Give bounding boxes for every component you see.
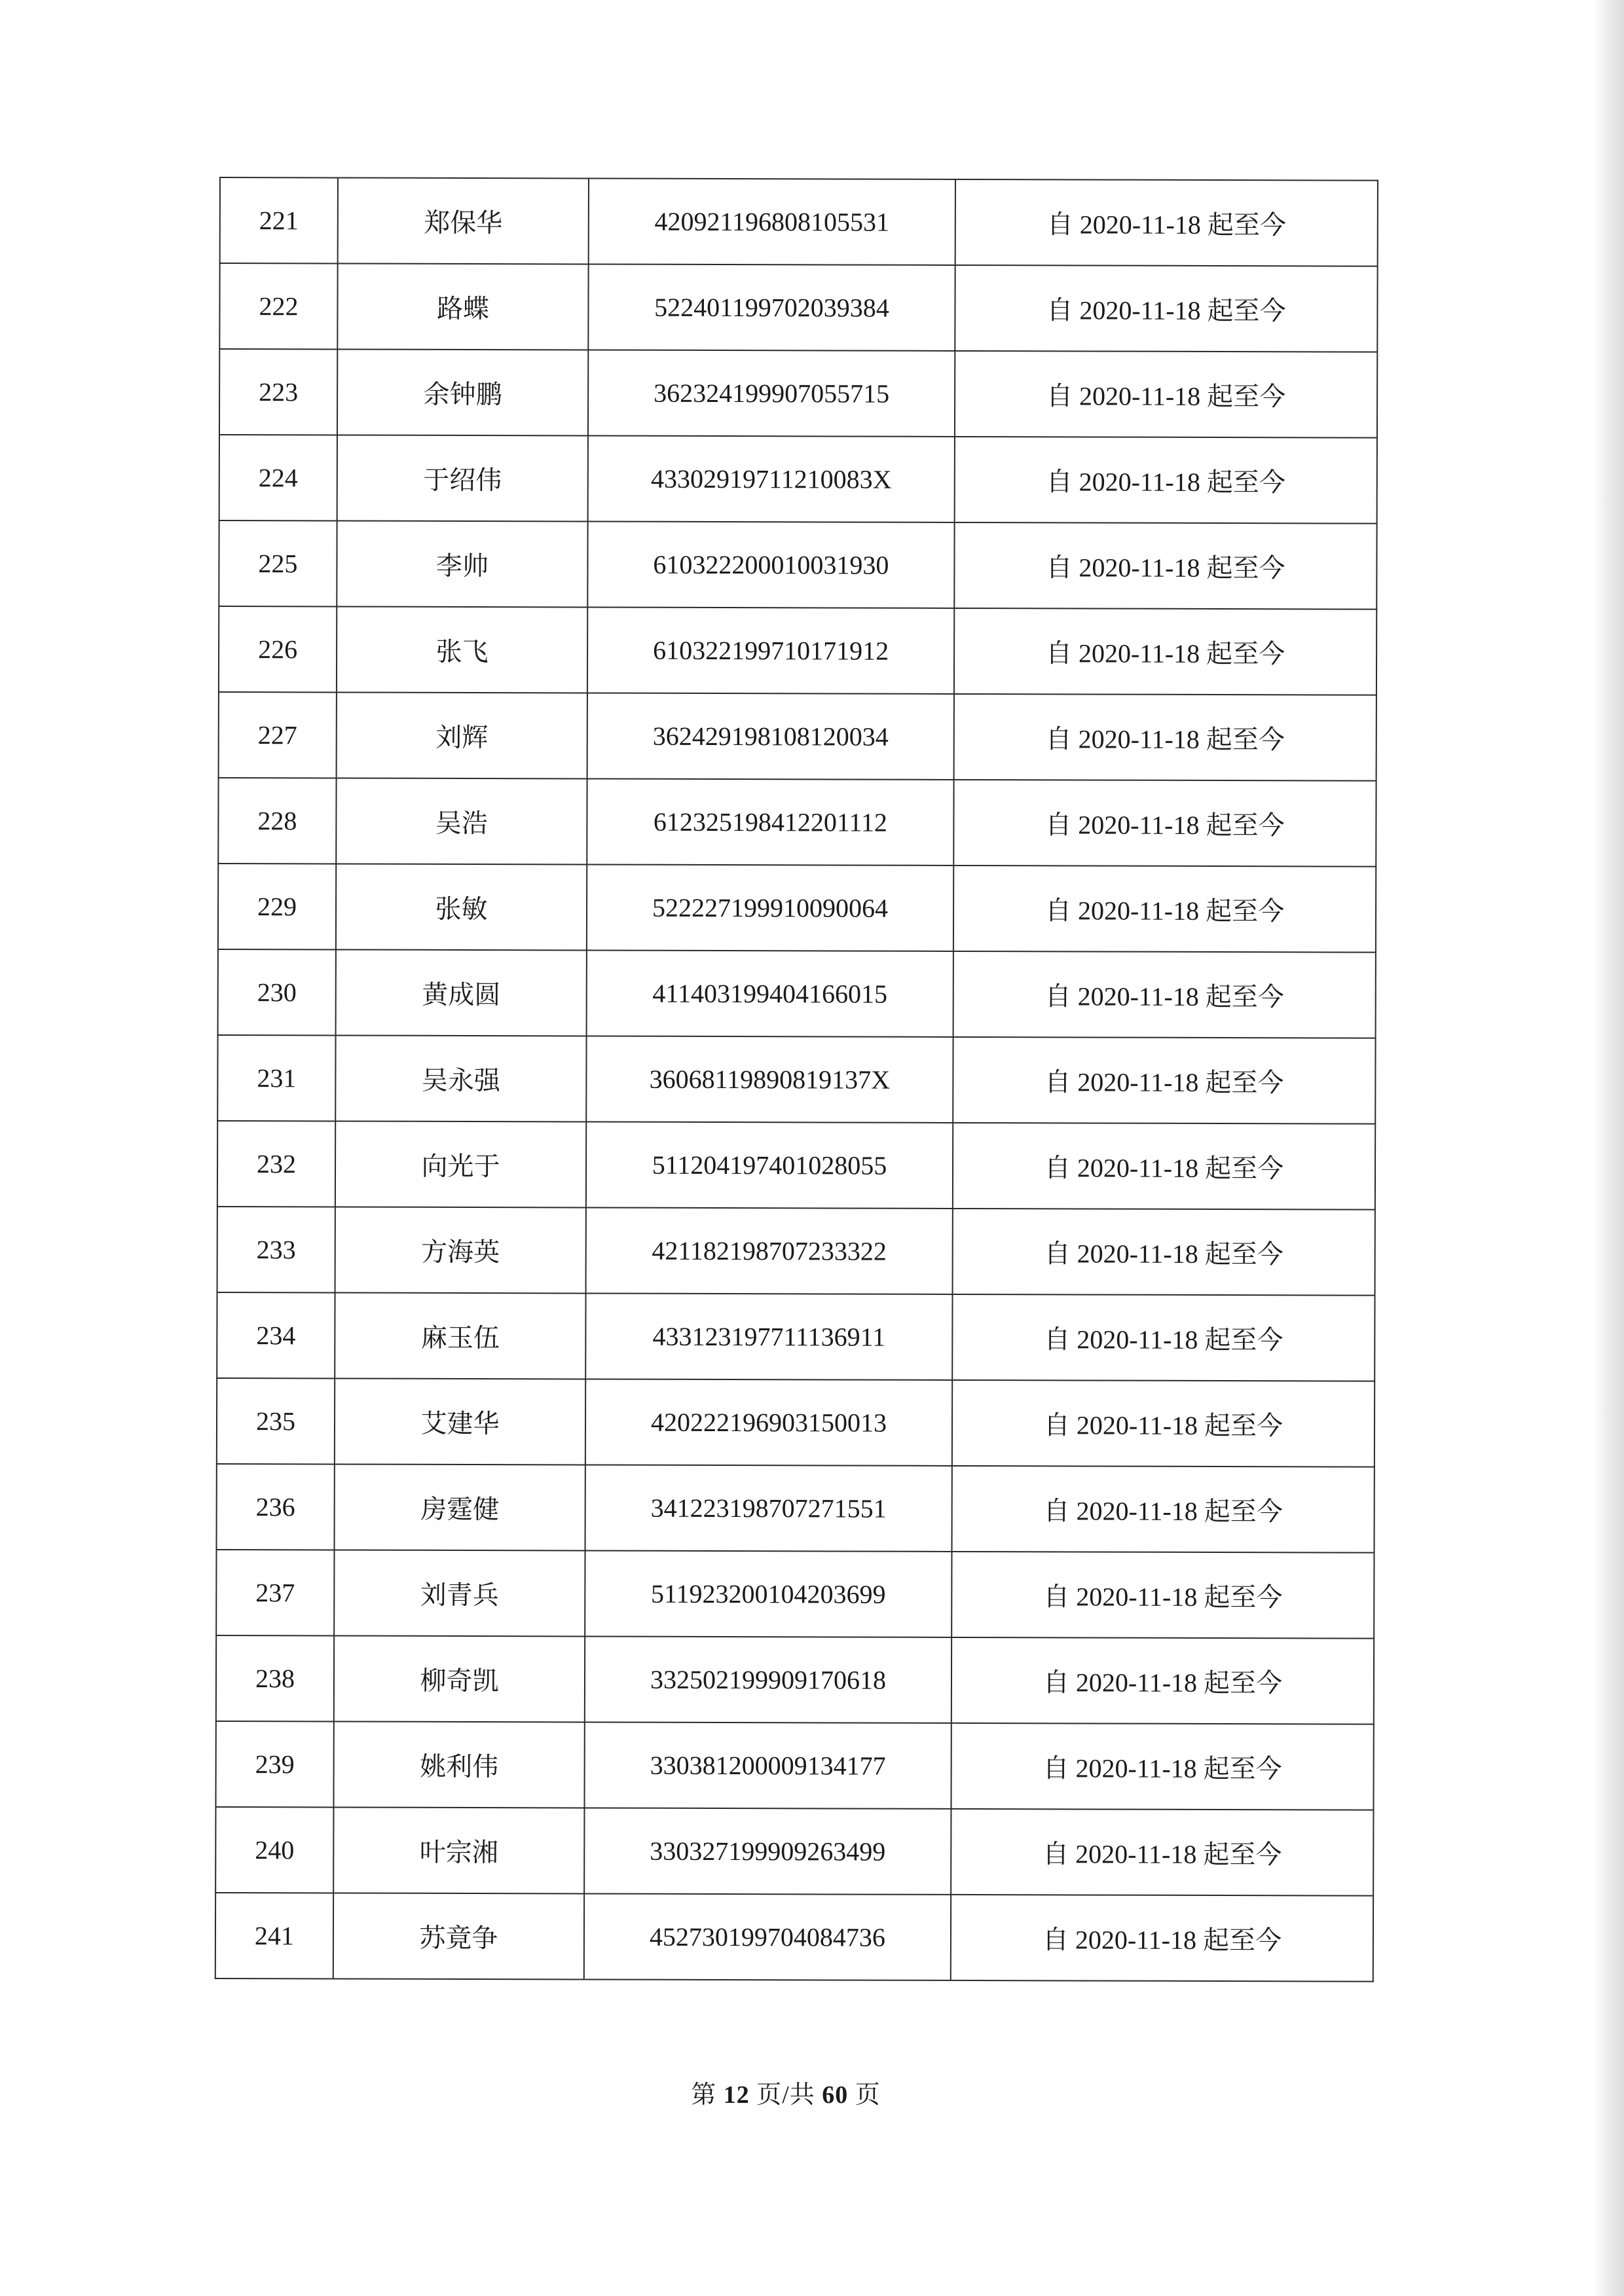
- id-number-cell: 452730199704084736: [584, 1893, 951, 1980]
- period-cell: 自 2020-11-18 起至今: [954, 608, 1376, 695]
- roster-table-body: [215, 177, 1378, 1982]
- period-cell: 自 2020-11-18 起至今: [951, 1809, 1373, 1896]
- period-cell: 自 2020-11-18 起至今: [955, 351, 1377, 438]
- id-number-cell: 411403199404166015: [587, 950, 953, 1036]
- table-row: [218, 778, 1376, 867]
- footer-middle: 页/共: [756, 2081, 815, 2109]
- name-cell: 郑保华: [338, 177, 589, 264]
- period-cell: 自 2020-11-18 起至今: [955, 437, 1377, 524]
- period-cell: 自 2020-11-18 起至今: [951, 1552, 1374, 1639]
- name-cell: 于绍伟: [337, 435, 588, 521]
- id-number-cell: 421182198707233322: [586, 1207, 953, 1294]
- period-cell: 自 2020-11-18 起至今: [951, 1723, 1373, 1810]
- period-cell: 自 2020-11-18 起至今: [953, 951, 1376, 1038]
- id-number-cell: 511923200104203699: [585, 1550, 951, 1637]
- footer-total-pages: 60: [822, 2081, 849, 2109]
- period-cell: 自 2020-11-18 起至今: [953, 866, 1376, 953]
- id-number-cell: 330381200009134177: [584, 1722, 951, 1808]
- row-number-cell: 236: [217, 1464, 335, 1550]
- period-cell: 自 2020-11-18 起至今: [951, 1895, 1373, 1982]
- row-number-cell: 233: [217, 1207, 335, 1292]
- table-row: [219, 349, 1377, 438]
- row-number-cell: 226: [219, 606, 337, 692]
- id-number-cell: 420921196808105531: [589, 178, 955, 264]
- table-row: [216, 1635, 1374, 1724]
- period-cell: 自 2020-11-18 起至今: [954, 694, 1376, 781]
- name-cell: 向光于: [335, 1121, 586, 1207]
- name-cell: 姚利伟: [333, 1721, 584, 1808]
- id-number-cell: 433123197711136911: [585, 1293, 952, 1379]
- id-number-cell: 610322199710171912: [587, 607, 954, 693]
- period-cell: 自 2020-11-18 起至今: [955, 179, 1378, 266]
- table-row: [219, 263, 1377, 352]
- row-number-cell: 223: [219, 349, 337, 435]
- row-number-cell: 239: [215, 1721, 333, 1807]
- name-cell: 李帅: [337, 520, 587, 607]
- name-cell: 吴浩: [336, 778, 587, 864]
- table-row: [219, 520, 1376, 610]
- name-cell: 麻玉伍: [335, 1292, 585, 1379]
- period-cell: 自 2020-11-18 起至今: [952, 1294, 1375, 1381]
- footer-prefix: 第: [691, 2081, 717, 2109]
- row-number-cell: 221: [220, 177, 338, 263]
- id-number-cell: 511204197401028055: [586, 1121, 953, 1208]
- row-number-cell: 241: [215, 1893, 333, 1978]
- id-number-cell: 330327199909263499: [584, 1808, 951, 1894]
- table-row: [217, 1207, 1375, 1296]
- name-cell: 房霆健: [335, 1464, 585, 1550]
- id-number-cell: 420222196903150013: [585, 1379, 952, 1465]
- name-cell: 余钟鹏: [337, 349, 588, 435]
- id-number-cell: 522401199702039384: [588, 264, 955, 350]
- row-number-cell: 237: [216, 1550, 334, 1635]
- row-number-cell: 224: [219, 435, 337, 520]
- row-number-cell: 235: [217, 1378, 335, 1464]
- name-cell: 张敏: [336, 864, 587, 950]
- table-row: [219, 692, 1376, 781]
- name-cell: 叶宗湘: [333, 1807, 584, 1893]
- roster-table: [215, 177, 1378, 1982]
- id-number-cell: 332502199909170618: [585, 1636, 951, 1722]
- period-cell: 自 2020-11-18 起至今: [951, 1637, 1374, 1724]
- table-row: [219, 435, 1377, 524]
- row-number-cell: 231: [217, 1035, 335, 1121]
- id-number-cell: 610322200010031930: [587, 521, 954, 608]
- table-row: [220, 177, 1378, 266]
- id-number-cell: 362429198108120034: [587, 693, 954, 779]
- table-row: [219, 606, 1376, 695]
- table-row: [217, 1378, 1375, 1467]
- row-number-cell: 225: [219, 520, 337, 606]
- table-row: [215, 1893, 1373, 1982]
- period-cell: 自 2020-11-18 起至今: [953, 1123, 1375, 1210]
- period-cell: 自 2020-11-18 起至今: [953, 1209, 1375, 1296]
- table-row: [215, 1721, 1373, 1810]
- name-cell: 刘青兵: [334, 1550, 585, 1636]
- name-cell: 黄成圆: [336, 949, 587, 1036]
- name-cell: 刘辉: [337, 692, 587, 778]
- id-number-cell: 43302919711210083X: [588, 435, 955, 522]
- table-row: [217, 1464, 1375, 1553]
- name-cell: 张飞: [337, 606, 587, 693]
- name-cell: 方海英: [335, 1207, 586, 1293]
- row-number-cell: 234: [217, 1292, 335, 1378]
- row-number-cell: 230: [218, 949, 336, 1035]
- period-cell: 自 2020-11-18 起至今: [953, 780, 1376, 867]
- period-cell: 自 2020-11-18 起至今: [955, 265, 1377, 352]
- footer-suffix: 页: [855, 2081, 881, 2109]
- name-cell: 路蝶: [337, 263, 588, 350]
- id-number-cell: 362324199907055715: [588, 350, 955, 436]
- page-footer: [0, 2074, 1572, 2110]
- row-number-cell: 228: [218, 778, 336, 864]
- name-cell: 吴永强: [335, 1035, 586, 1121]
- id-number-cell: 612325198412201112: [587, 778, 953, 865]
- table-row: [217, 1121, 1375, 1210]
- table-row: [216, 1550, 1374, 1639]
- footer-current-page: 12: [723, 2081, 750, 2109]
- row-number-cell: 238: [216, 1635, 334, 1721]
- table-row: [218, 864, 1376, 953]
- period-cell: 自 2020-11-18 起至今: [952, 1380, 1375, 1467]
- scan-edge: [1594, 0, 1624, 2296]
- id-number-cell: 36068119890819137X: [586, 1036, 953, 1122]
- name-cell: 艾建华: [335, 1378, 585, 1465]
- row-number-cell: 232: [217, 1121, 335, 1207]
- name-cell: 柳奇凯: [334, 1635, 585, 1722]
- period-cell: 自 2020-11-18 起至今: [954, 522, 1376, 610]
- row-number-cell: 222: [219, 263, 337, 349]
- table-row: [217, 1035, 1375, 1124]
- row-number-cell: 229: [218, 864, 336, 949]
- period-cell: 自 2020-11-18 起至今: [952, 1466, 1375, 1553]
- row-number-cell: 227: [219, 692, 337, 778]
- table-row: [215, 1807, 1373, 1896]
- table-row: [217, 1292, 1375, 1381]
- name-cell: 苏竟争: [333, 1893, 584, 1979]
- row-number-cell: 240: [215, 1807, 333, 1893]
- id-number-cell: 341223198707271551: [585, 1465, 952, 1551]
- table-row: [218, 949, 1376, 1038]
- id-number-cell: 522227199910090064: [587, 864, 953, 951]
- period-cell: 自 2020-11-18 起至今: [953, 1037, 1375, 1124]
